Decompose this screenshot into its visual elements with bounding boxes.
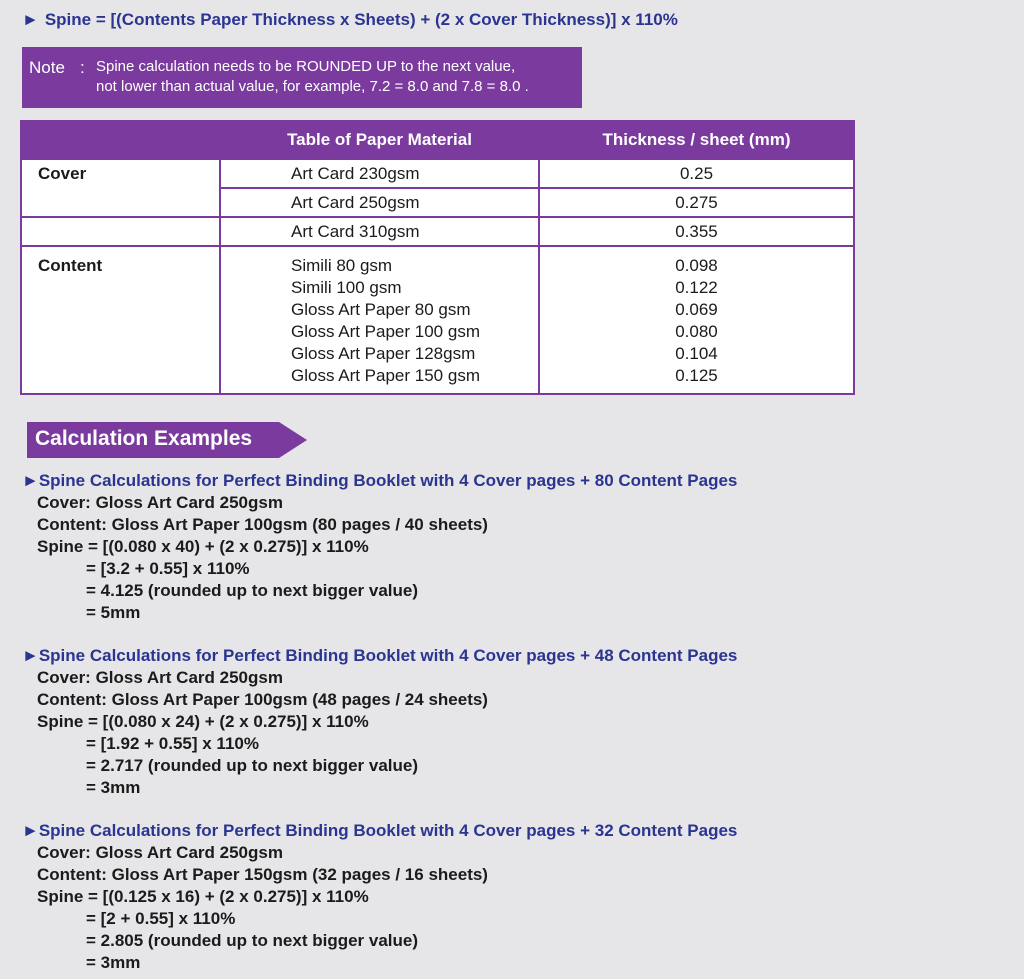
material-cell: Art Card 230gsm [220,159,539,188]
example-heading: ►Spine Calculations for Perfect Binding Booklet with 4 Cover pages + 48 Content Pages [22,646,738,665]
example-step: = [1.92 + 0.55] x 110% [86,734,259,753]
paper-material-table [20,120,855,395]
table-header-row [21,121,854,159]
thickness-cell: 0.25 [539,159,854,188]
calculation-examples-banner [27,422,307,458]
example-result: = 5mm [86,603,141,622]
header-thickness: Thickness / sheet (mm) [539,121,854,159]
example-result: = 3mm [86,778,141,797]
note-label: Note [29,58,65,77]
content-materials [220,246,539,394]
header-material: Table of Paper Material [220,121,539,159]
thickness-cell: 0.355 [539,217,854,246]
example-heading: ►Spine Calculations for Perfect Binding Booklet with 4 Cover pages + 80 Content Pages [22,471,738,490]
content-group-label: Content [21,246,220,394]
content-thicknesses [539,246,854,394]
formula-text: Spine = [(Contents Paper Thickness x Sheets) + (2 x Cover Thickness)] x 110% [44,10,678,29]
thickness-item: 0.104 [675,344,718,363]
table-row [21,159,854,188]
cover-group-label: Cover [21,159,220,217]
material-item: Gloss Art Paper 100 gsm [291,322,480,341]
example-step: = [3.2 + 0.55] x 110% [86,559,250,578]
material-cell: Art Card 250gsm [220,188,539,217]
material-item: Gloss Art Paper 80 gsm [291,300,471,319]
empty-cell [21,217,220,246]
note-colon: : [80,58,85,77]
note-line-2: not lower than actual value, for example, 7.2 = 8.0 and 7.8 = 8.0 . [96,78,529,95]
note-line-1: Spine calculation needs to be ROUNDED UP to the next value, [96,58,516,75]
example-step: = 2.717 (rounded up to next bigger value) [86,756,419,775]
example-spine: Spine = [(0.080 x 40) + (2 x 0.275)] x 110% [37,537,369,556]
material-item: Simili 100 gsm [291,278,402,297]
thickness-item: 0.069 [675,300,718,319]
spine-formula [22,10,678,30]
example-cover: Cover: Gloss Art Card 250gsm [37,843,283,862]
thickness-cell: 0.275 [539,188,854,217]
example-result: = 3mm [86,953,141,972]
example-content: Content: Gloss Art Paper 150gsm (32 pages / 16 sheets) [37,865,488,884]
example-heading: ►Spine Calculations for Perfect Binding Booklet with 4 Cover pages + 32 Content Pages [22,821,738,840]
material-item: Gloss Art Paper 128gsm [291,344,476,363]
calculation-example [22,470,737,624]
note-box [22,47,582,108]
thickness-item: 0.125 [675,366,718,385]
calculation-example [22,820,737,974]
example-spine: Spine = [(0.125 x 16) + (2 x 0.275)] x 110% [37,887,369,906]
section-title: Calculation Examples [35,427,253,450]
material-item: Gloss Art Paper 150 gsm [291,366,480,385]
thickness-item: 0.098 [675,256,718,275]
material-item: Simili 80 gsm [291,256,393,275]
example-step: = 4.125 (rounded up to next bigger value) [86,581,419,600]
example-spine: Spine = [(0.080 x 24) + (2 x 0.275)] x 110% [37,712,369,731]
thickness-item: 0.122 [675,278,718,297]
example-step: = 2.805 (rounded up to next bigger value) [86,931,419,950]
triangle-bullet-icon: ► [22,10,39,29]
thickness-item: 0.080 [675,322,718,341]
example-content: Content: Gloss Art Paper 100gsm (48 pages / 24 sheets) [37,690,488,709]
example-content: Content: Gloss Art Paper 100gsm (80 pages / 40 sheets) [37,515,488,534]
example-step: = [2 + 0.55] x 110% [86,909,236,928]
example-cover: Cover: Gloss Art Card 250gsm [37,668,283,687]
header-blank [21,121,220,159]
table-row [21,217,854,246]
table-row [21,246,854,394]
example-cover: Cover: Gloss Art Card 250gsm [37,493,283,512]
material-cell: Art Card 310gsm [220,217,539,246]
calculation-example [22,645,737,799]
